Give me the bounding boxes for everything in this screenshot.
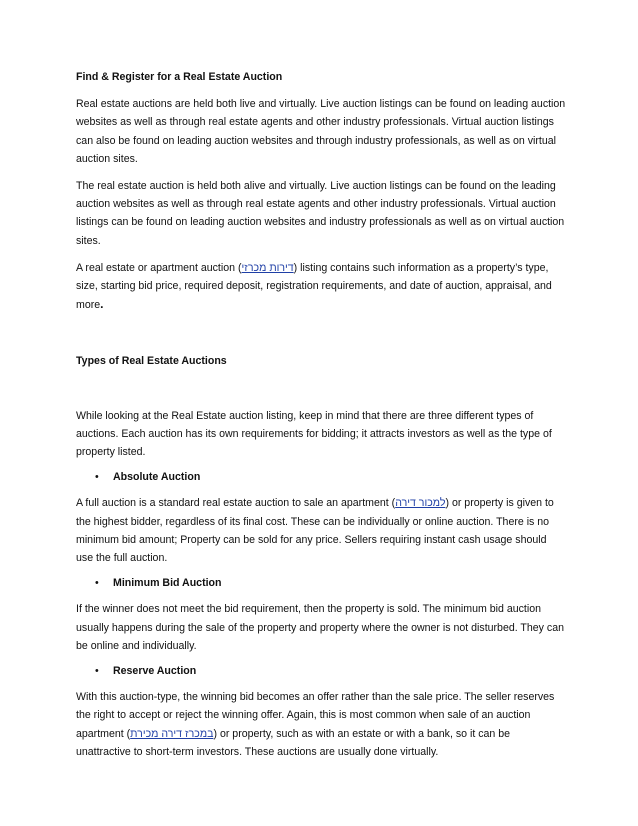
- bullet-dot-icon: •: [95, 471, 99, 484]
- bullet-minimum-bid-auction-label: Minimum Bid Auction: [113, 577, 222, 590]
- section-title-types: Types of Real Estate Auctions: [76, 355, 227, 368]
- paragraph-listing-info-text-end: ) listing contains such information as a property’s type, size, starting bid price, required deposit, registration requirements, and date of auction, appraisal, and more: [76, 261, 552, 312]
- paragraph-absolute-auction-text-start: A full auction is a standard real estate auction to sale an apartment (: [76, 497, 396, 510]
- paragraph-listing-info: [76, 259, 566, 315]
- paragraph-reserve-auction-text-end: ) or property, such as with an estate or with a bank, so it can be unattractive to short-term investors. These auctions are usually done virtually.: [76, 727, 511, 758]
- paragraph-minimum-bid-auction: If the winner does not meet the bid requirement, then the property is sold. The minimum bid auction usually happens during the sale of the property and property where the owner is not disturbed. They can be online and individually.: [76, 603, 565, 652]
- paragraph-listing-info-text-start: A real estate or apartment auction (: [76, 261, 242, 274]
- paragraph-absolute-auction: [76, 494, 566, 567]
- sell-apartment-link[interactable]: למכור דירה: [395, 497, 446, 510]
- bullet-reserve-auction-label: Reserve Auction: [113, 665, 197, 678]
- bullet-minimum-bid-auction: [76, 574, 566, 592]
- paragraph-reserve-auction: [76, 688, 566, 761]
- auction-apartments-link[interactable]: דירות מכרזי: [241, 261, 294, 274]
- bullet-absolute-auction-label: Absolute Auction: [113, 471, 201, 484]
- document-page: [76, 68, 566, 761]
- bullet-dot-icon: •: [95, 665, 99, 678]
- paragraph-reserve-auction-text-start: With this auction-type, the winning bid becomes an offer rather than the sale price. The seller reserves the right to accept or reject the winning offer. Again, this is most common when sale of an auction apartment (: [76, 691, 555, 740]
- paragraph-intro: Real estate auctions are held both live and virtually. Live auction listings can be found on leading auction websites as well as through real estate agents and other industry professionals. Virtual auction listings can also be found on leading auction websites and through industry professionals, as well as on virtual auction sites.: [76, 98, 566, 165]
- paragraph-types-intro: While looking at the Real Estate auction listing, keep in mind that there are three different types of auctions. Each auction has its own requirements for bidding; it attracts investors as well as the type of property listed.: [76, 409, 552, 459]
- document-title: Find & Register for a Real Estate Auction: [76, 71, 283, 83]
- bullet-absolute-auction: [76, 468, 566, 486]
- bullet-reserve-auction: [76, 662, 566, 680]
- paragraph-listing-info-period: .: [100, 297, 104, 312]
- apartment-auction-sale-link[interactable]: במכרז דירה מכירת: [130, 727, 214, 740]
- paragraph-live-virtual: The real estate auction is held both alive and virtually. Live auction listings can be found on the leading auction websites as well as through real estate agents and other industry professionals. Virtual auction listings can be found on leading auction websites and industry professionals as well as on virtual auction sites.: [76, 180, 565, 247]
- bullet-dot-icon: •: [95, 577, 99, 590]
- paragraph-absolute-auction-text-end: ) or property is given to the highest bidder, regardless of its final cost. These can be individually or online auction. There is no minimum bid amount; Property can be sold for any price. Sellers requiring instant cash usage should use the full auction.: [76, 497, 554, 565]
